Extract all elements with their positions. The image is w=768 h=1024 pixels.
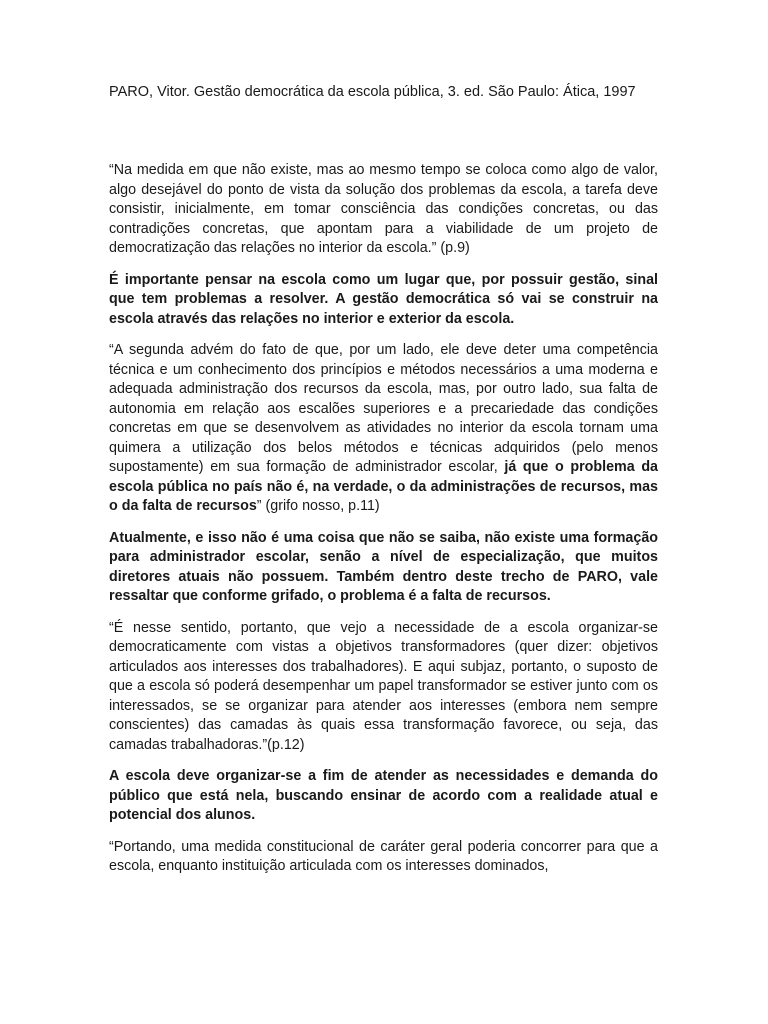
emphasized-quote-text: já que o problema da escola pública no país não é, na verdade, o da administrações de recursos, mas o da falta de recursos: [109, 459, 659, 514]
quote-paragraph-2: [109, 341, 658, 517]
commentary-paragraph-1: É importante pensar na escola como um lugar que, por possuir gestão, sinal que tem problemas a resolver. A gestão democrática só vai se construir na escola através das relações no interior e exterior da escola.: [109, 271, 658, 327]
bibliographic-reference: PARO, Vitor. Gestão democrática da escola pública, 3. ed. São Paulo: Ática, 1997: [109, 84, 636, 100]
quote-citation: ” (grifo nosso, p.11): [256, 498, 380, 514]
quote-paragraph-4: “Portando, uma medida constitucional de caráter geral poderia concorrer para que a escola, enquanto instituição articulada com os interesses dominados,: [109, 838, 658, 874]
quote-text: “A segunda advém do fato de que, por um lado, ele deve deter uma competência técnica e um conhecimento dos princípios e métodos necessários a uma moderna e adequada administração dos recursos da escola, mas, por outro lado, sua falta de autonomia em relação aos escalões superiores e a precariedade das condições concretas em que se desenvolvem as atividades no interior da escola tornam uma quimera a utilização dos belos métodos e técnicas adquiridos (pelo menos supostamente) em sua formação de administrador escolar,: [109, 342, 658, 475]
quote-paragraph-1: “Na medida em que não existe, mas ao mesmo tempo se coloca como algo de valor, algo desejável do ponto de vista da solução dos problemas da escola, a tarefa deve consistir, inicialmente, em tomar consciência das condições concretas, ou das contradições concretas, que apontam para a viabilidade de um projeto de democratização das relações no interior da escola.” (p.9): [109, 162, 658, 256]
document-page: [109, 78, 658, 889]
commentary-paragraph-3: A escola deve organizar-se a fim de atender as necessidades e demanda do público que está nela, buscando ensinar de acordo com a realidade atual e potencial dos alunos.: [109, 768, 658, 823]
commentary-paragraph-2: Atualmente, e isso não é uma coisa que não se saiba, não existe uma formação para administrador escolar, senão a nível de especialização, que muitos diretores atuais não possuem. Também dentro deste trecho de PARO, vale ressaltar que conforme grifado, o problema é a falta de recursos.: [109, 529, 658, 604]
quote-paragraph-3: “É nesse sentido, portanto, que vejo a necessidade de a escola organizar-se democraticamente com vistas a objetivos transformadores (quer dizer: objetivos articulados aos interesses dos trabalhadores). E aqui subjaz, portanto, o suposto de que a escola só poderá desempenhar um papel transformador se estiver junto com os interessados, se se organizar para atender aos interesses (embora nem sempre conscientes) das camadas às quais essa transformação favorece, ou seja, das camadas trabalhadoras.”(p.12): [109, 619, 658, 753]
